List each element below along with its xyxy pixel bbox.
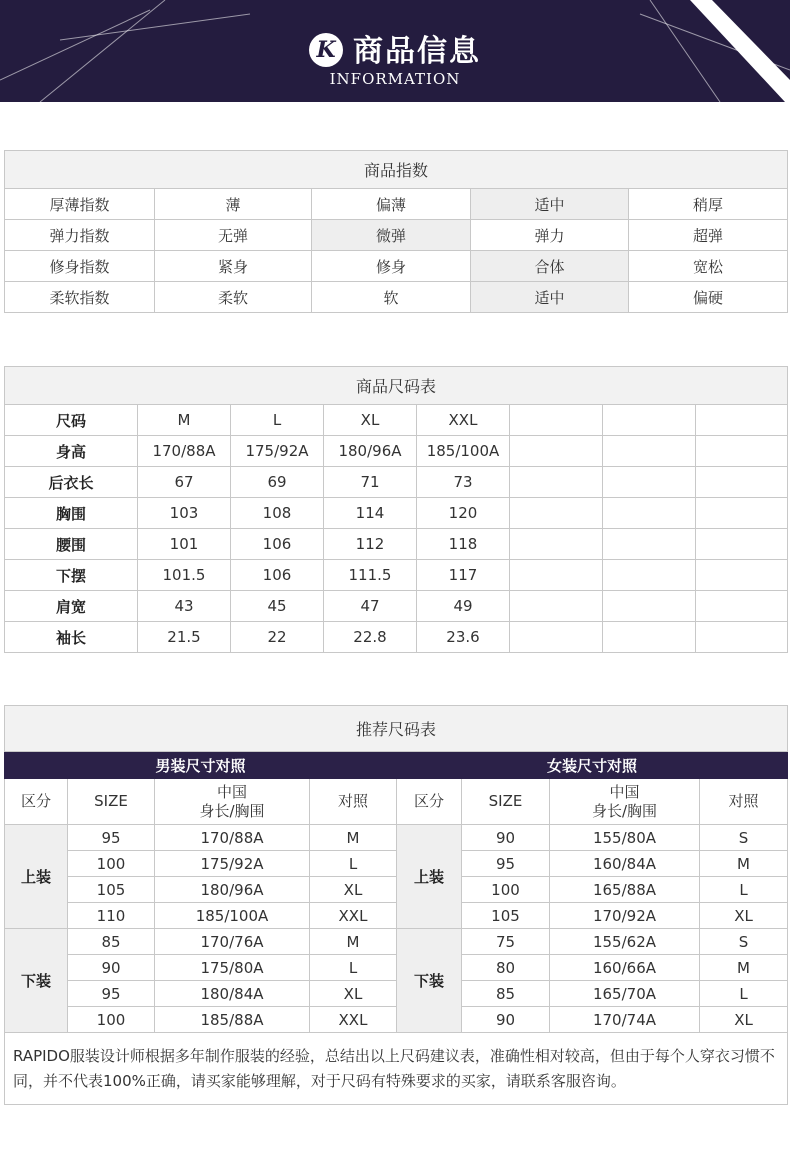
index-option: 宽松 [629, 251, 788, 282]
men-cell: 185/100A [155, 903, 310, 929]
size-row-label: 身高 [5, 436, 138, 467]
size-header-cell: XL [324, 405, 417, 436]
women-cell: 155/80A [550, 825, 700, 851]
women-cell: 170/92A [550, 903, 700, 929]
men-cell: 180/84A [155, 981, 310, 1007]
index-row-label: 厚薄指数 [5, 189, 155, 220]
men-col-match: 对照 [310, 779, 397, 825]
size-row-label: 下摆 [5, 560, 138, 591]
men-cell: 185/88A [155, 1007, 310, 1033]
index-option-selected: 适中 [471, 282, 629, 313]
banner-subtitle: INFORMATION [329, 70, 461, 88]
size-row-label: 袖长 [5, 622, 138, 653]
index-option-selected: 微弹 [312, 220, 471, 251]
index-option: 无弹 [155, 220, 312, 251]
size-table-caption: 商品尺码表 [5, 367, 788, 405]
women-size-header: 女装尺寸对照 [397, 752, 788, 779]
size-header-cell: L [231, 405, 324, 436]
size-cell: 185/100A [417, 436, 510, 467]
women-cell: 105 [462, 903, 550, 929]
women-cell: 165/88A [550, 877, 700, 903]
size-row [5, 467, 788, 498]
size-cell: 118 [417, 529, 510, 560]
men-cell: 105 [68, 877, 155, 903]
recommend-row [5, 981, 788, 1007]
size-cell: 117 [417, 560, 510, 591]
size-cell [510, 529, 603, 560]
index-row [5, 282, 788, 313]
men-col-china [155, 779, 310, 825]
size-cell [603, 622, 696, 653]
size-cell: 103 [138, 498, 231, 529]
women-col-china-line2: 身长/胸围 [591, 801, 658, 820]
size-cell: 45 [231, 591, 324, 622]
size-cell: 101.5 [138, 560, 231, 591]
women-category-cell: 下装 [397, 929, 462, 1033]
size-row [5, 529, 788, 560]
size-row [5, 591, 788, 622]
size-cell [510, 560, 603, 591]
size-header-cell [603, 405, 696, 436]
size-cell: 180/96A [324, 436, 417, 467]
recommend-row [5, 825, 788, 851]
index-row-label: 柔软指数 [5, 282, 155, 313]
men-cell: M [310, 825, 397, 851]
index-option: 柔软 [155, 282, 312, 313]
size-cell: 106 [231, 529, 324, 560]
banner-title-text: 商品信息 [353, 34, 481, 69]
brand-logo-icon: K [309, 33, 343, 67]
recommend-row [5, 955, 788, 981]
men-cell: 95 [68, 825, 155, 851]
women-cell: 155/62A [550, 929, 700, 955]
size-cell: 49 [417, 591, 510, 622]
men-cell: M [310, 929, 397, 955]
men-cell: 180/96A [155, 877, 310, 903]
size-cell: 23.6 [417, 622, 510, 653]
size-cell [696, 467, 788, 498]
men-col-china-line1: 中国 [216, 782, 247, 801]
size-cell [696, 436, 788, 467]
men-cell: XL [310, 877, 397, 903]
size-cell: 108 [231, 498, 324, 529]
men-cell: 170/76A [155, 929, 310, 955]
size-cell [603, 498, 696, 529]
women-cell: 100 [462, 877, 550, 903]
size-cell [696, 498, 788, 529]
men-cell: 100 [68, 1007, 155, 1033]
index-option-selected: 适中 [471, 189, 629, 220]
banner-title [0, 26, 790, 70]
size-cell: 106 [231, 560, 324, 591]
women-cell: 80 [462, 955, 550, 981]
index-row-label: 修身指数 [5, 251, 155, 282]
size-cell [510, 467, 603, 498]
index-option-selected: 合体 [471, 251, 629, 282]
recommend-row [5, 903, 788, 929]
index-option: 偏薄 [312, 189, 471, 220]
size-cell [696, 560, 788, 591]
men-size-header: 男装尺寸对照 [5, 752, 397, 779]
size-cell: 112 [324, 529, 417, 560]
size-cell: 175/92A [231, 436, 324, 467]
women-cell: M [700, 955, 788, 981]
women-cell: XL [700, 1007, 788, 1033]
men-category-cell: 下装 [5, 929, 68, 1033]
women-col-china [550, 779, 700, 825]
index-option: 薄 [155, 189, 312, 220]
size-cell: 114 [324, 498, 417, 529]
size-row-label: 胸围 [5, 498, 138, 529]
index-table-caption: 商品指数 [5, 151, 788, 189]
women-col-match: 对照 [700, 779, 788, 825]
women-cell: S [700, 825, 788, 851]
size-row [5, 436, 788, 467]
men-cell: XL [310, 981, 397, 1007]
size-note: RAPIDO服装设计师根据多年制作服装的经验，总结出以上尺码建议表，准确性相对较高，但由于每个人穿衣习惯不同，并不代表100%正确，请买家能够理解，对于尺码有特殊要求的买家，请联系客服咨询。 [5, 1033, 788, 1105]
size-table [4, 366, 788, 653]
index-row-label: 弹力指数 [5, 220, 155, 251]
women-cell: 165/70A [550, 981, 700, 1007]
size-header-label: 尺码 [5, 405, 138, 436]
size-cell [603, 560, 696, 591]
women-cell: 170/74A [550, 1007, 700, 1033]
size-cell [696, 622, 788, 653]
women-cell: 90 [462, 825, 550, 851]
size-cell: 69 [231, 467, 324, 498]
men-cell: 175/80A [155, 955, 310, 981]
women-col-china-line1: 中国 [609, 782, 640, 801]
men-cell: 100 [68, 851, 155, 877]
size-cell [510, 591, 603, 622]
recommend-row [5, 929, 788, 955]
women-col-category: 区分 [397, 779, 462, 825]
size-cell: 73 [417, 467, 510, 498]
index-option: 偏硬 [629, 282, 788, 313]
index-row [5, 189, 788, 220]
size-header-cell [696, 405, 788, 436]
index-option: 超弹 [629, 220, 788, 251]
men-cell: 90 [68, 955, 155, 981]
size-cell [603, 591, 696, 622]
size-cell [603, 436, 696, 467]
men-col-category: 区分 [5, 779, 68, 825]
women-col-size: SIZE [462, 779, 550, 825]
men-col-china-line2: 身长/胸围 [199, 801, 265, 820]
index-option: 软 [312, 282, 471, 313]
size-cell [510, 498, 603, 529]
size-cell [603, 467, 696, 498]
women-cell: 160/66A [550, 955, 700, 981]
men-cell: XXL [310, 903, 397, 929]
recommend-table [4, 705, 788, 1105]
size-row [5, 498, 788, 529]
size-cell: 22.8 [324, 622, 417, 653]
index-row [5, 251, 788, 282]
men-cell: L [310, 955, 397, 981]
size-cell: 71 [324, 467, 417, 498]
size-cell: 120 [417, 498, 510, 529]
size-cell: 22 [231, 622, 324, 653]
women-cell: M [700, 851, 788, 877]
size-cell: 170/88A [138, 436, 231, 467]
size-cell: 43 [138, 591, 231, 622]
women-cell: XL [700, 903, 788, 929]
recommend-row [5, 851, 788, 877]
women-cell: 75 [462, 929, 550, 955]
size-row [5, 622, 788, 653]
women-cell: S [700, 929, 788, 955]
men-cell: 170/88A [155, 825, 310, 851]
women-cell: 95 [462, 851, 550, 877]
size-cell: 67 [138, 467, 231, 498]
size-header-cell: XXL [417, 405, 510, 436]
size-cell [696, 591, 788, 622]
men-cell: XXL [310, 1007, 397, 1033]
size-row [5, 560, 788, 591]
size-row-label: 后衣长 [5, 467, 138, 498]
size-cell [603, 529, 696, 560]
size-cell: 111.5 [324, 560, 417, 591]
men-col-size: SIZE [68, 779, 155, 825]
recommend-table-caption: 推荐尺码表 [5, 706, 788, 752]
size-cell [510, 622, 603, 653]
recommend-row [5, 1007, 788, 1033]
men-cell: 95 [68, 981, 155, 1007]
women-cell: 85 [462, 981, 550, 1007]
size-row-label: 肩宽 [5, 591, 138, 622]
size-header-cell: M [138, 405, 231, 436]
index-option: 修身 [312, 251, 471, 282]
index-option: 紧身 [155, 251, 312, 282]
size-header-cell [510, 405, 603, 436]
header-banner [0, 0, 790, 102]
size-cell: 101 [138, 529, 231, 560]
men-cell: 110 [68, 903, 155, 929]
women-cell: 160/84A [550, 851, 700, 877]
men-cell: 175/92A [155, 851, 310, 877]
recommend-row [5, 877, 788, 903]
size-cell [510, 436, 603, 467]
size-cell: 47 [324, 591, 417, 622]
index-row [5, 220, 788, 251]
size-cell [696, 529, 788, 560]
size-row-label: 腰围 [5, 529, 138, 560]
men-cell: 85 [68, 929, 155, 955]
size-table-header-row [5, 405, 788, 436]
index-table [4, 150, 788, 313]
men-category-cell: 上装 [5, 825, 68, 929]
size-cell: 21.5 [138, 622, 231, 653]
women-cell: L [700, 877, 788, 903]
index-option: 弹力 [471, 220, 629, 251]
men-cell: L [310, 851, 397, 877]
index-option: 稍厚 [629, 189, 788, 220]
women-cell: L [700, 981, 788, 1007]
women-category-cell: 上装 [397, 825, 462, 929]
women-cell: 90 [462, 1007, 550, 1033]
